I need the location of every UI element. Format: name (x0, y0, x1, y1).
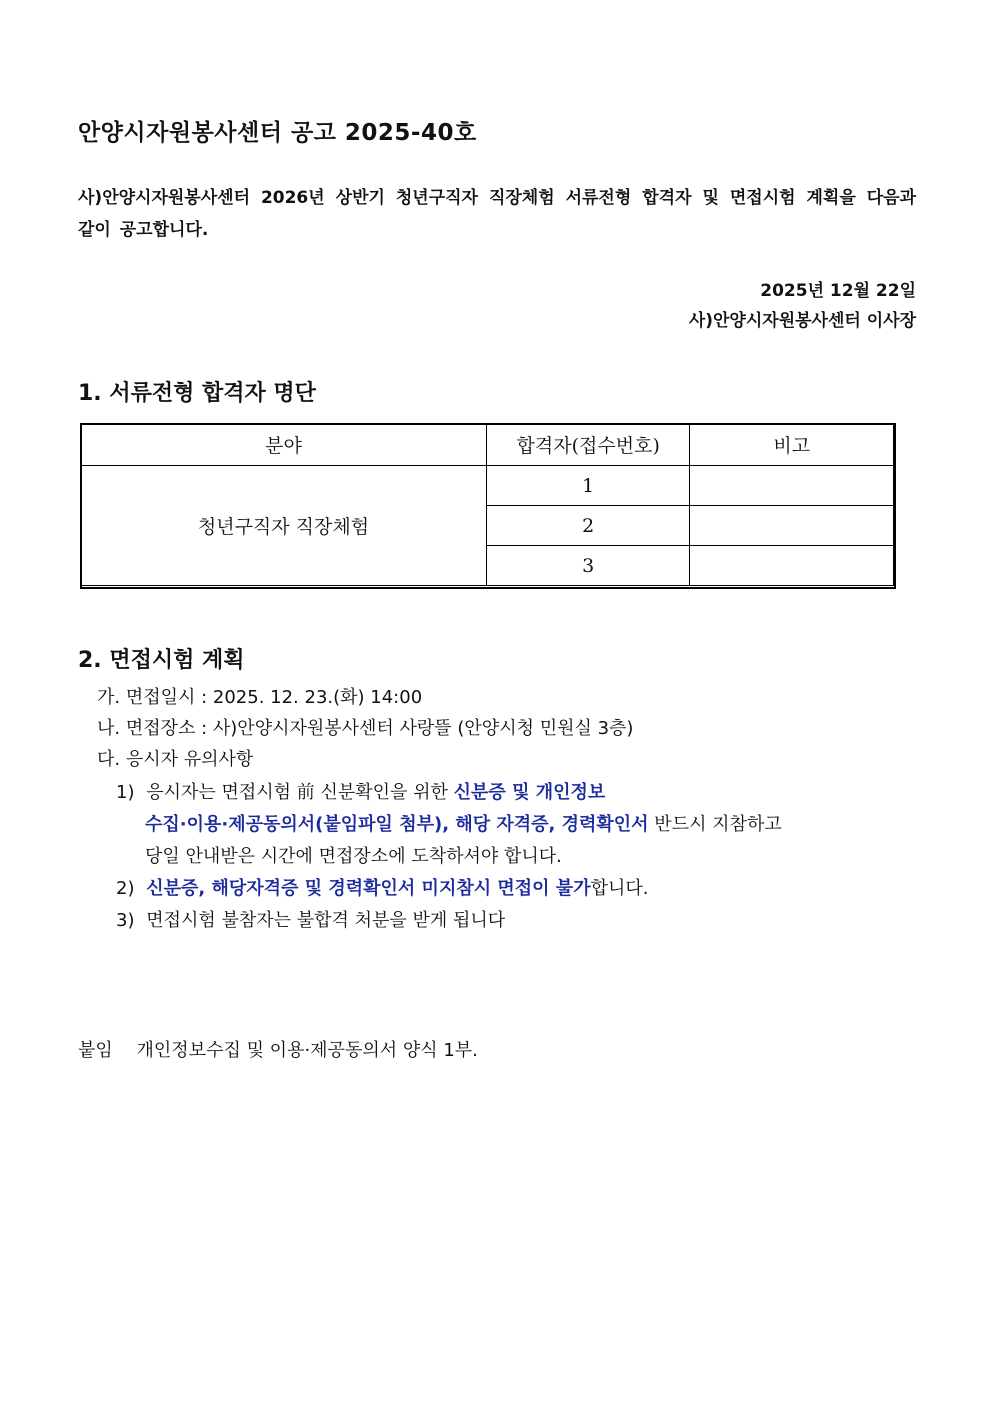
table-header-row (81, 424, 894, 466)
field-cell: 청년구직자 직장체험 (81, 466, 487, 586)
section2-heading: 2. 면접시험 계획 (78, 648, 245, 673)
note3-number: 3) (116, 910, 135, 931)
table-row (81, 466, 894, 506)
number-cell: 2 (486, 506, 690, 546)
note1-line3: 당일 안내받은 시간에 면접장소에 도착하셔야 합니다. (145, 846, 562, 867)
number-cell: 1 (486, 466, 690, 506)
note1-documents-emphasis: 수집·이용·제공동의서(붙임파일 첨부), 해당 자격증, 경력확인서 (145, 814, 649, 835)
note3-text: 면접시험 불참자는 불합격 처분을 받게 됩니다 (146, 910, 506, 931)
note1-text-cont: 반드시 지참하고 (648, 814, 782, 835)
notice-date: 2025년 12월 22일 (760, 281, 916, 301)
note1-emphasis: 신분증 및 개인정보 (453, 782, 606, 803)
note-cell (690, 546, 894, 586)
attachment-line (78, 1036, 478, 1062)
section1-heading: 1. 서류전형 합격자 명단 (78, 381, 316, 406)
note3-line (116, 906, 505, 932)
attachment-text: 개인정보수집 및 이용·제공동의서 양식 1부. (136, 1040, 478, 1061)
attachment-label: 붙임 (78, 1040, 113, 1061)
passers-table (80, 423, 894, 586)
header-field: 분야 (81, 424, 487, 466)
note2-emphasis: 신분증, 해당자격증 및 경력확인서 미지참시 면접이 불가 (146, 878, 591, 899)
note1-text: 응시자는 면접시험 前 신분확인을 위한 (146, 782, 454, 803)
note1-number: 1) (116, 782, 135, 803)
note2-line (116, 874, 648, 900)
notice-intro: 사)안양시자원봉사센터 2026년 상반기 청년구직자 직장체험 서류전형 합격자 및 면접시험 계획을 다음과 같이 공고합니다. (78, 188, 916, 240)
note-cell (690, 466, 894, 506)
note1-line1 (116, 778, 605, 804)
header-number: 합격자(접수번호) (486, 424, 690, 466)
interview-date-item: 가. 면접일시 : 2025. 12. 23.(화) 14:00 (97, 687, 423, 708)
note1-line2 (145, 810, 782, 836)
notice-signer: 사)안양시자원봉사센터 이사장 (688, 311, 916, 331)
notice-title: 안양시자원봉사센터 공고 2025-40호 (78, 120, 477, 146)
number-cell: 3 (486, 546, 690, 586)
note-cell (690, 506, 894, 546)
note2-tail: 합니다. (590, 878, 649, 899)
note2-number: 2) (116, 878, 135, 899)
interview-place-item: 나. 면접장소 : 사)안양시자원봉사센터 사랑뜰 (안양시청 민원실 3층) (97, 718, 634, 739)
header-note: 비고 (690, 424, 894, 466)
applicant-notes-item: 다. 응시자 유의사항 (97, 749, 254, 770)
